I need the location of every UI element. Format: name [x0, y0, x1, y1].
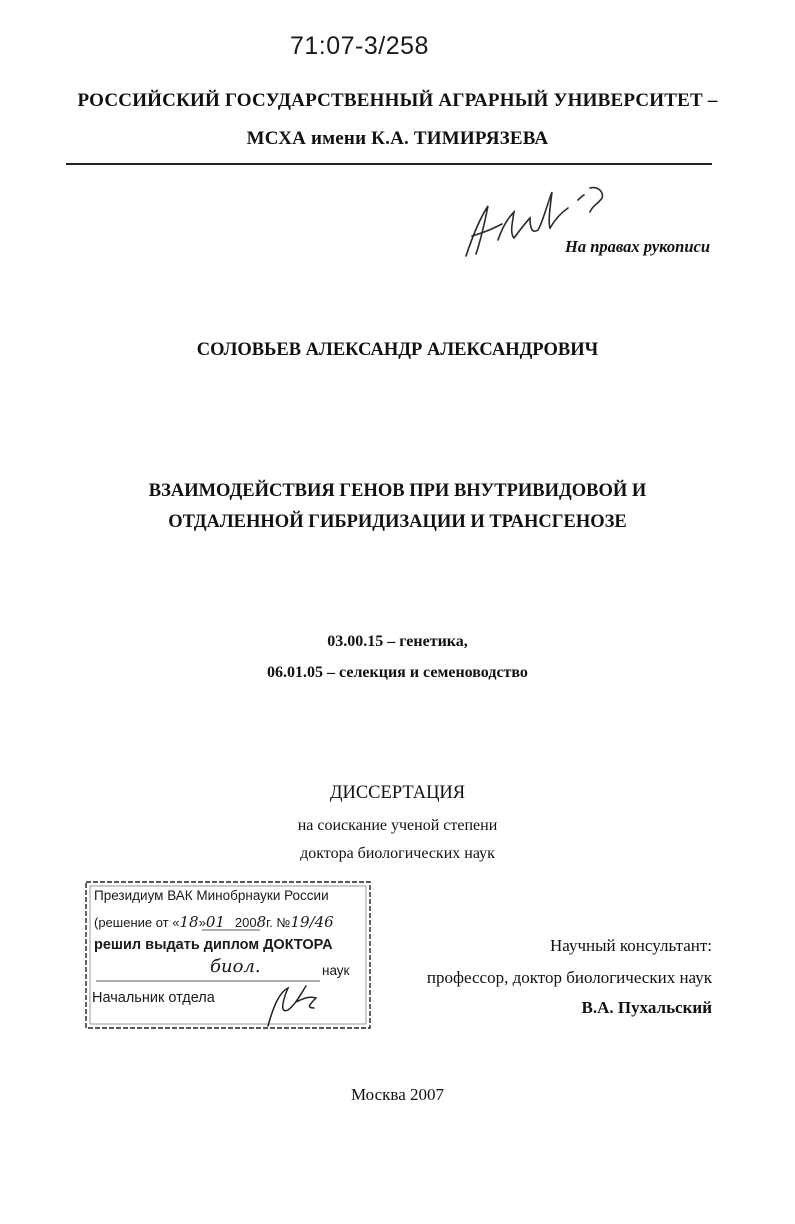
decision-month: 01: [205, 913, 225, 931]
dissertation-title-line2: ОТДАЛЕННОЙ ГИБРИДИЗАЦИИ И ТРАНСГЕНОЗЕ: [168, 512, 627, 532]
degree-line1: на соискание ученой степени: [297, 817, 498, 834]
rights-note: На правах рукописи: [565, 237, 710, 256]
consultant-label: Научный консультант:: [550, 936, 712, 955]
stamp-field-handwritten: биол.: [210, 956, 261, 977]
document-number: 71:07-3/258: [290, 32, 429, 60]
stamp-field-suffix: наук: [322, 963, 350, 978]
university-name-line2: МСХА имени К.А. ТИМИРЯЗЕВА: [246, 128, 549, 149]
header-divider: [66, 163, 712, 165]
specialty-line1: 03.00.15 – генетика,: [327, 633, 468, 650]
decision-number-label: г. №: [266, 915, 291, 930]
degree-line2: доктора биологических наук: [300, 845, 495, 862]
university-name-line1: РОССИЙСКИЙ ГОСУДАРСТВЕННЫЙ АГРАРНЫЙ УНИВЕРСИТЕТ –: [77, 90, 718, 111]
dissertation-label: ДИССЕРТАЦИЯ: [329, 783, 466, 803]
stamp-decision-line: [94, 913, 334, 931]
consultant-position: профессор, доктор биологических наук: [426, 968, 712, 987]
stamp-signature: [268, 986, 316, 1026]
stamp-department-head: Начальник отдела: [92, 990, 215, 1006]
dissertation-title-line1: ВЗАИМОДЕЙСТВИЯ ГЕНОВ ПРИ ВНУТРИВИДОВОЙ И: [148, 481, 647, 501]
decision-day: 18: [179, 913, 199, 931]
decision-year-suffix: 8: [256, 913, 267, 931]
decision-prefix: (решение от «: [94, 915, 180, 930]
decision-year-prefix: 200: [234, 915, 257, 930]
consultant-name: В.А. Пухальский: [581, 998, 712, 1017]
stamp-authority: Президиум ВАК Минобрнауки России: [94, 888, 329, 903]
decision-sep: »: [198, 915, 206, 930]
decision-number: 19/46: [290, 913, 334, 931]
author-name: СОЛОВЬЕВ АЛЕКСАНДР АЛЕКСАНДРОВИЧ: [196, 340, 599, 360]
city-year: Москва 2007: [350, 1085, 445, 1104]
vak-stamp: [84, 880, 372, 1030]
specialty-line2: 06.01.05 – селекция и семеноводство: [267, 664, 528, 681]
stamp-award-text: решил выдать диплом ДОКТОРА: [94, 937, 333, 953]
